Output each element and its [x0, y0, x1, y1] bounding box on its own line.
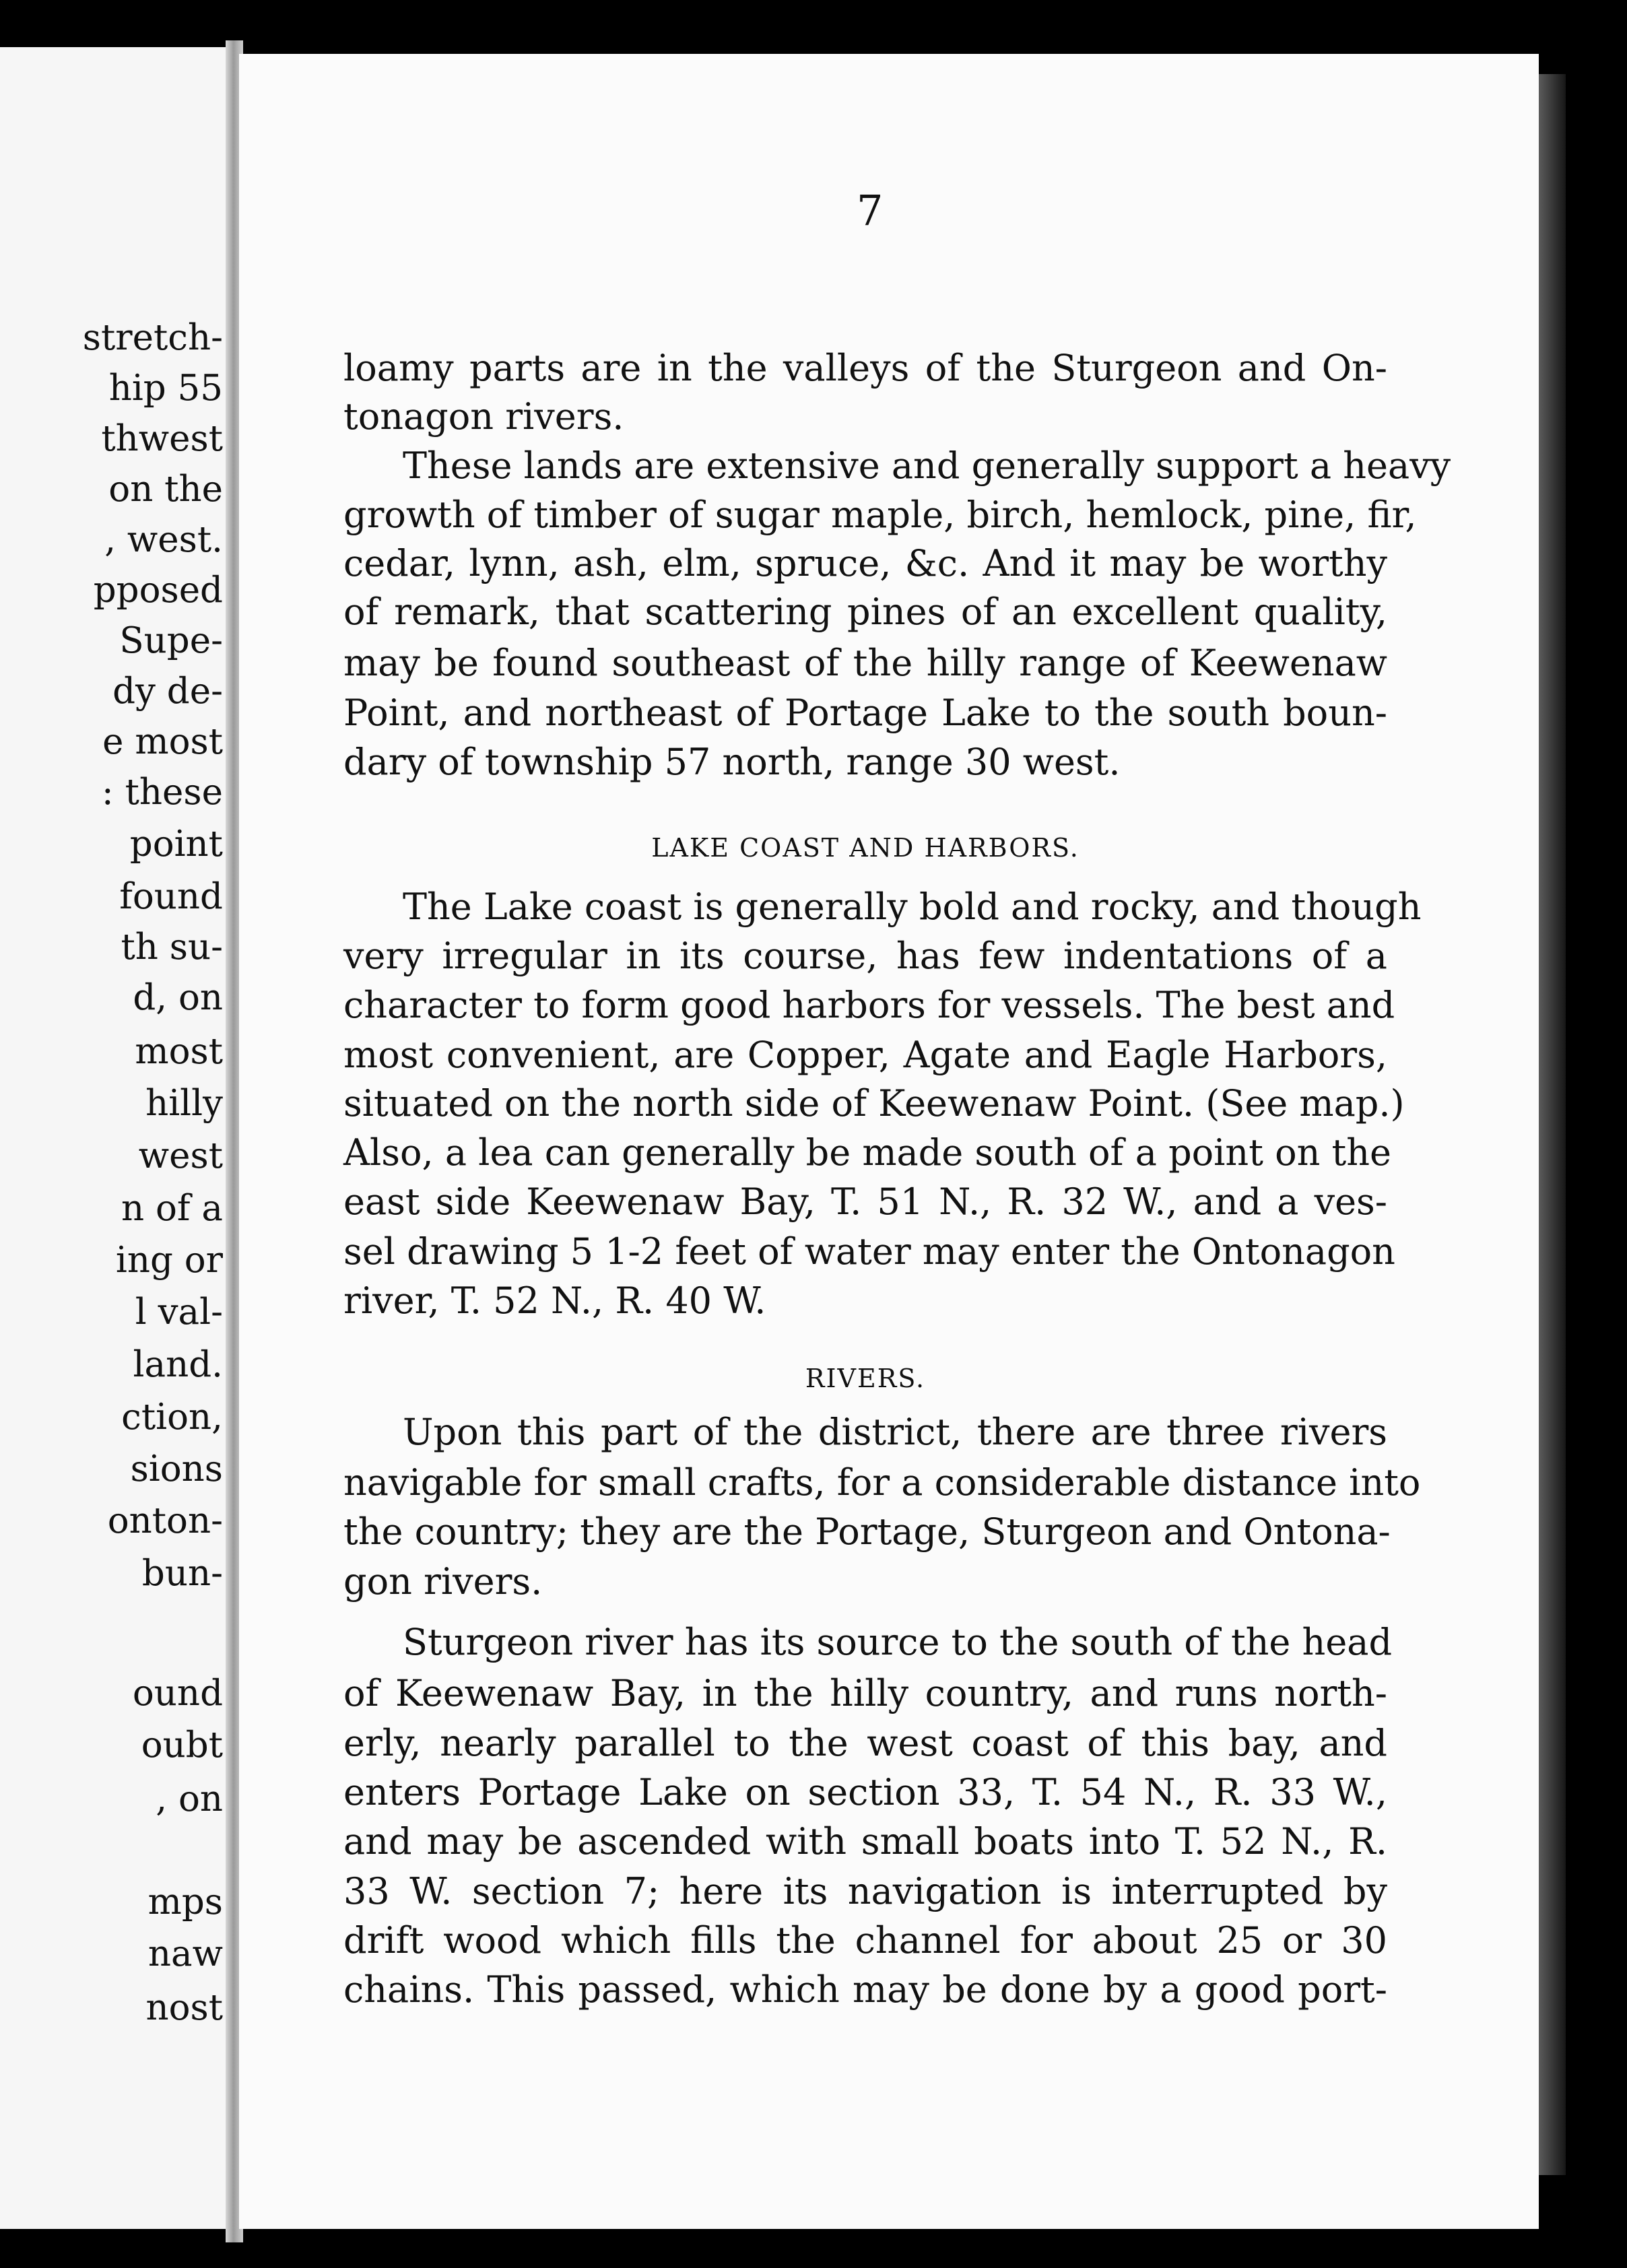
left-page-line: stretch- — [82, 317, 223, 358]
text-line: cedar, lynn, ash, elm, spruce, &c. And it may be worthy — [343, 542, 1387, 585]
text-line: loamy parts are in the valleys of the Sturgeon and On- — [343, 347, 1387, 389]
text-line: sel drawing 5 1-2 feet of water may enter the Ontonagon — [343, 1230, 1395, 1273]
left-page-line: ound — [132, 1673, 223, 1714]
left-page-line: land. — [133, 1344, 223, 1385]
left-page-line: mps — [147, 1881, 223, 1923]
left-page-line: found — [119, 876, 223, 917]
text-line: Sturgeon river has its source to the south of the head — [403, 1621, 1393, 1663]
left-page-line: sions — [130, 1448, 223, 1490]
left-page-line: hilly — [145, 1083, 223, 1124]
left-page-line: ction, — [121, 1397, 223, 1438]
left-page-line: naw — [147, 1933, 223, 1974]
text-line: dary of township 57 north, range 30 west. — [343, 741, 1121, 783]
text-line: the country; they are the Portage, Sturgeon and Ontona- — [343, 1510, 1391, 1553]
text-line: 33 W. section 7; here its navigation is interrupted by — [343, 1870, 1387, 1912]
text-line: of remark, that scattering pines of an excellent quality, — [343, 591, 1387, 633]
left-page-line: point — [129, 824, 223, 865]
section-heading-lake-coast: LAKE COAST AND HARBORS. — [651, 833, 1080, 863]
text-line: Also, a lea can generally be made south of a point on the — [343, 1131, 1391, 1174]
left-page-line: Supe- — [119, 620, 223, 661]
left-page-line: th su- — [121, 927, 223, 968]
text-line: of Keewenaw Bay, in the hilly country, and runs north- — [343, 1672, 1387, 1714]
text-line: tonagon rivers. — [343, 395, 624, 438]
text-line: gon rivers. — [343, 1560, 543, 1603]
text-line: drift wood which fills the channel for about 25 or 30 — [343, 1919, 1387, 1962]
left-page-line: west — [138, 1135, 223, 1176]
text-line: character to form good harbors for vessels. The best and — [343, 984, 1395, 1026]
text-line: Point, and northeast of Portage Lake to the south boun- — [343, 692, 1387, 734]
text-line: The Lake coast is generally bold and rocky, and though — [403, 886, 1422, 928]
left-page-line: d, on — [133, 977, 223, 1018]
text-line: growth of timber of sugar maple, birch, hemlock, pine, fir, — [343, 494, 1417, 536]
text-line: east side Keewenaw Bay, T. 51 N., R. 32 W., and a ves- — [343, 1180, 1387, 1223]
left-page-line: e most — [102, 721, 223, 762]
text-line: and may be ascended with small boats into T. 52 N., R. — [343, 1820, 1387, 1863]
left-page-line: hip 55 — [108, 368, 223, 409]
left-page-line: thwest — [101, 418, 223, 459]
left-page-line: , on — [156, 1778, 223, 1820]
text-line: These lands are extensive and generally support a heavy — [403, 444, 1451, 487]
left-page-line: l val- — [135, 1292, 223, 1333]
left-page-line: onton- — [107, 1500, 223, 1541]
text-line: most convenient, are Copper, Agate and Eagle Harbors, — [343, 1034, 1387, 1076]
section-heading-rivers: RIVERS. — [805, 1364, 926, 1393]
left-page-line: oubt — [141, 1725, 223, 1766]
left-page-line: bun- — [141, 1553, 223, 1594]
left-page-line: n of a — [121, 1188, 223, 1229]
left-page-line: most — [135, 1031, 223, 1072]
left-page-line: nost — [145, 1987, 223, 2028]
left-page-line: ing or — [115, 1240, 223, 1281]
left-page-line: , west. — [104, 519, 223, 560]
text-line: may be found southeast of the hilly range of Keewenaw — [343, 642, 1387, 684]
page-number: 7 — [857, 186, 884, 235]
text-line: river, T. 52 N., R. 40 W. — [343, 1279, 766, 1322]
text-line: chains. This passed, which may be done by a good port- — [343, 1968, 1387, 2011]
text-line: situated on the north side of Keewenaw Point. (See map.) — [343, 1082, 1405, 1125]
text-line: enters Portage Lake on section 33, T. 54 N., R. 33 W., — [343, 1771, 1387, 1813]
left-page-line: pposed — [93, 570, 223, 611]
text-line: Upon this part of the district, there are three rivers — [403, 1411, 1387, 1453]
text-line: erly, nearly parallel to the west coast of this bay, and — [343, 1722, 1387, 1764]
left-page-line: on the — [108, 469, 223, 510]
text-line: very irregular in its course, has few indentations of a — [343, 935, 1387, 977]
left-page-line: : these — [101, 772, 223, 813]
left-page-line: dy de- — [112, 671, 223, 712]
text-line: navigable for small crafts, for a considerable distance into — [343, 1461, 1421, 1504]
